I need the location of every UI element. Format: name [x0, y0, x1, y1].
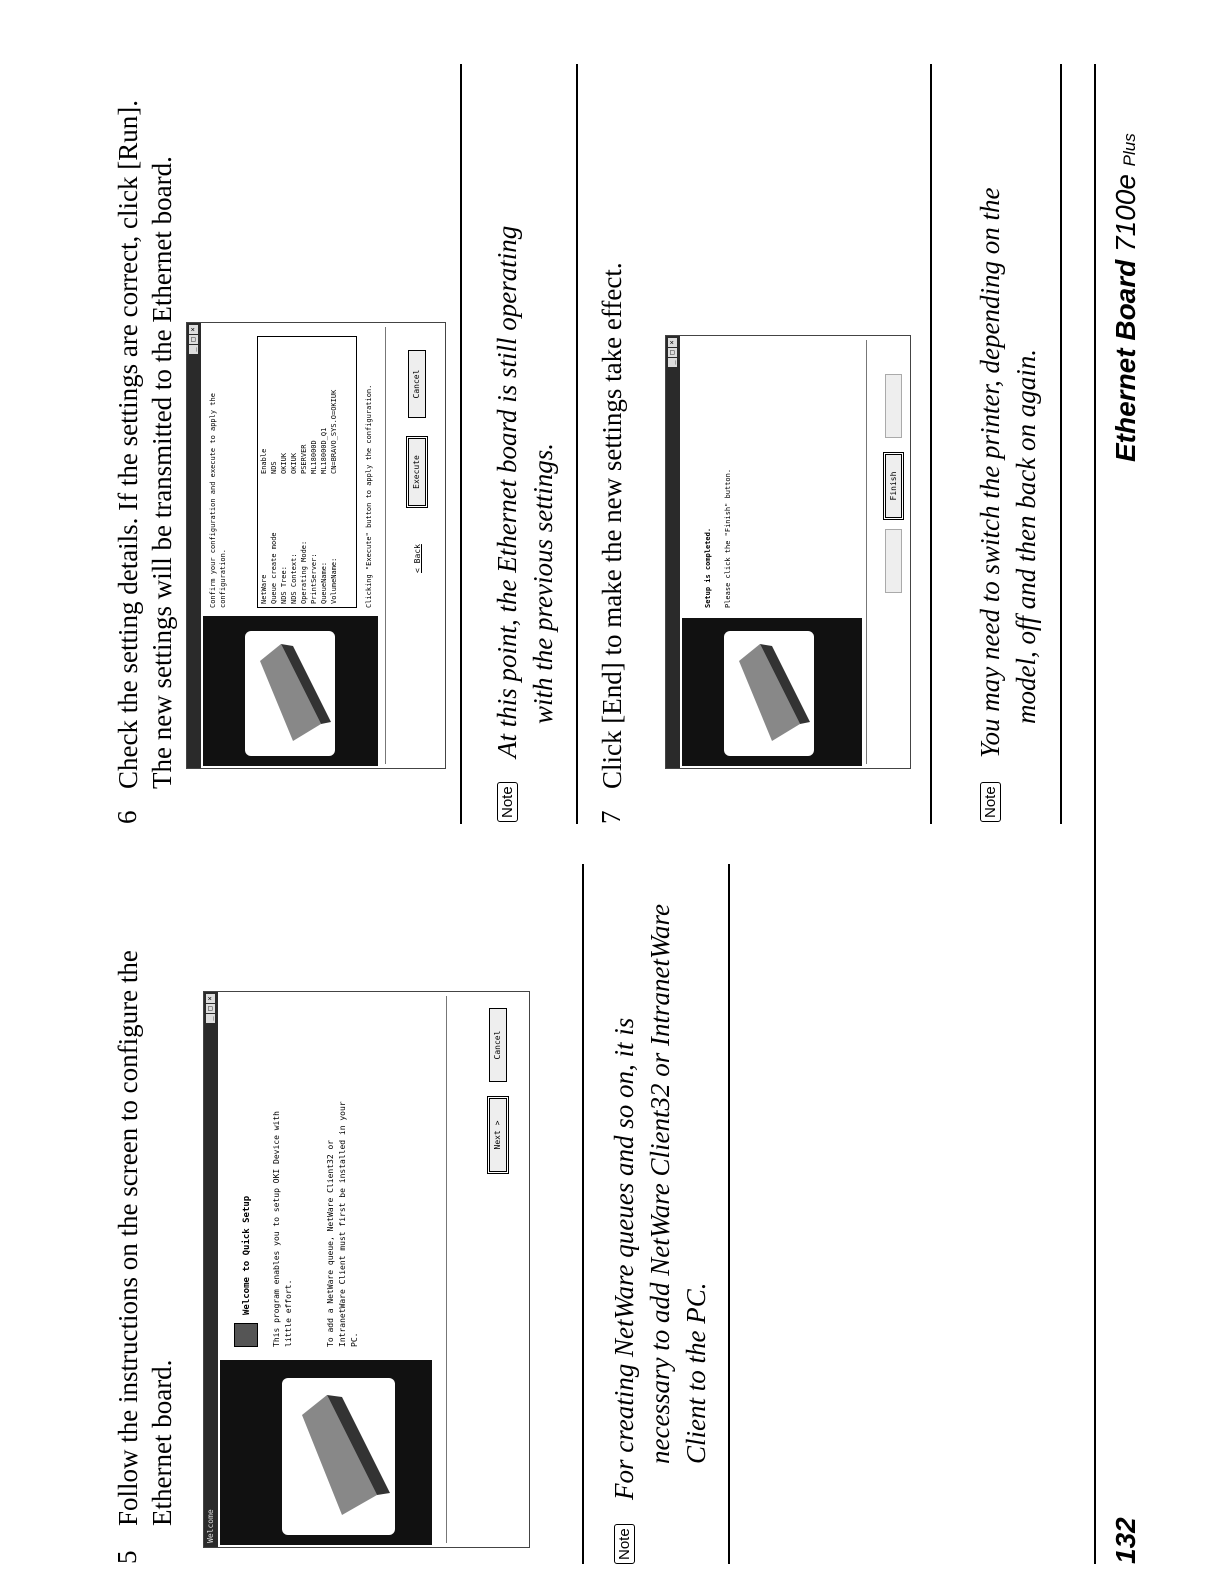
- back-button-disabled: [885, 529, 902, 593]
- printer-image: [282, 1378, 395, 1535]
- welcome-body1-line2: little effort.: [284, 1279, 293, 1347]
- welcome-body2-line2: IntranetWare Client must first be installed in your: [338, 1101, 347, 1347]
- maximize-icon: □: [206, 1004, 215, 1013]
- welcome-title-bar: [204, 992, 218, 1547]
- welcome-heading: Welcome to Quick Setup: [242, 1195, 252, 1315]
- divider: [930, 64, 932, 824]
- welcome-body2-line3: PC.: [350, 1332, 359, 1347]
- divider: [460, 64, 462, 824]
- brand-name: Ethernet Board: [1110, 259, 1141, 462]
- maximize-icon: □: [668, 348, 677, 357]
- printer-image: [245, 631, 335, 756]
- list-item: Queue create modeNDS: [270, 461, 278, 604]
- note-2-line1: At this point, the Ethernet board is still operating: [492, 225, 522, 758]
- note-badge: Note: [614, 1524, 635, 1564]
- note-1-line1: For creating NetWare queues and so on, it is: [609, 1017, 639, 1500]
- minimize-icon: _: [206, 1014, 215, 1023]
- cancel-button-disabled: [885, 374, 902, 438]
- divider: [728, 864, 730, 1564]
- confirm-dialog-screenshot: [186, 322, 446, 769]
- setup-icon: [234, 1323, 258, 1347]
- finish-dialog-screenshot: [665, 335, 911, 769]
- close-icon: ×: [206, 994, 215, 1003]
- finish-button[interactable]: Finish: [885, 454, 902, 518]
- list-item: PrintServer:ML18000D: [310, 440, 318, 604]
- minimize-icon: _: [668, 358, 677, 367]
- back-button[interactable]: < Back: [413, 544, 422, 573]
- brand-model: 7100e: [1110, 174, 1141, 252]
- execute-button[interactable]: Execute: [408, 438, 426, 506]
- note-3-line2: model, off and then back on again.: [1011, 349, 1041, 724]
- list-item: NDS Context:OKIUK: [290, 452, 298, 604]
- list-item: QueueName:ML18000D_Q1: [320, 427, 328, 604]
- note-3-line1: You may need to switch the printer, depending on the: [975, 187, 1005, 758]
- finish-line2: Please click the "Finish" button.: [724, 468, 732, 608]
- welcome-title: Welcome: [206, 1509, 215, 1543]
- note-1-line3: Client to the PC.: [681, 1282, 711, 1464]
- configuration-list[interactable]: [257, 336, 357, 608]
- page-number: 132: [1110, 1517, 1141, 1564]
- footer-rule: [1094, 64, 1096, 1564]
- step-6-number: 6: [112, 810, 142, 824]
- step-5-text-line2: Ethernet board.: [147, 1359, 177, 1526]
- product-name: [1110, 133, 1142, 462]
- step-7-number: 7: [596, 810, 626, 824]
- step-5-text-line1: Follow the instructions on the screen to configure the: [113, 950, 143, 1526]
- list-item: VolumeName:CN=BRAVO_SYS.O=OKIUK: [330, 389, 338, 604]
- divider: [1060, 64, 1062, 824]
- list-item: Operating Mode:PSERVER: [300, 444, 308, 604]
- confirm-intro-line2: configuration.: [219, 548, 227, 608]
- printer-image: [724, 631, 814, 756]
- welcome-body2-line1: To add a NetWare queue, NetWare Client32 or: [326, 1139, 335, 1347]
- confirm-intro-line1: Confirm your configuration and execute to apply the: [209, 393, 217, 608]
- close-icon: ×: [189, 325, 198, 334]
- finish-title-bar: [666, 336, 680, 768]
- minimize-icon: _: [189, 345, 198, 354]
- divider: [582, 864, 584, 1564]
- step-5-number: 5: [112, 1550, 142, 1564]
- divider: [866, 340, 867, 764]
- cancel-button[interactable]: Cancel: [489, 1008, 507, 1082]
- cancel-button[interactable]: Cancel: [408, 350, 426, 418]
- list-item: NDS Tree:OKIUK: [280, 452, 288, 604]
- step-7-text: Click [End] to make the new settings take effect.: [597, 262, 627, 789]
- note-badge: Note: [497, 782, 518, 822]
- step-6-text-line1: Check the setting details. If the settings are correct, click [Run].: [113, 99, 143, 789]
- note-2-line2: with the previous settings.: [528, 443, 558, 724]
- divider: [576, 64, 578, 824]
- step-6-text-line2: The new settings will be transmitted to the Ethernet board.: [147, 156, 177, 789]
- finish-line1: Setup is completed.: [704, 527, 712, 608]
- confirm-title-bar: [187, 323, 201, 768]
- maximize-icon: □: [189, 335, 198, 344]
- note-badge: Note: [980, 782, 1001, 822]
- list-item: NetWareEnable: [260, 448, 268, 604]
- divider: [385, 327, 386, 764]
- brand-plus: Plus: [1120, 133, 1139, 167]
- welcome-body1-line1: This program enables you to setup OKI Device with: [272, 1110, 281, 1347]
- note-1-line2: necessary to add NetWare Client32 or IntranetWare: [645, 904, 675, 1464]
- next-button[interactable]: Next >: [489, 1098, 507, 1172]
- welcome-dialog-screenshot: [203, 991, 530, 1548]
- divider: [446, 996, 447, 1543]
- close-icon: ×: [668, 338, 677, 347]
- confirm-footer-text: Clicking "Execute" button to apply the configuration.: [365, 384, 373, 608]
